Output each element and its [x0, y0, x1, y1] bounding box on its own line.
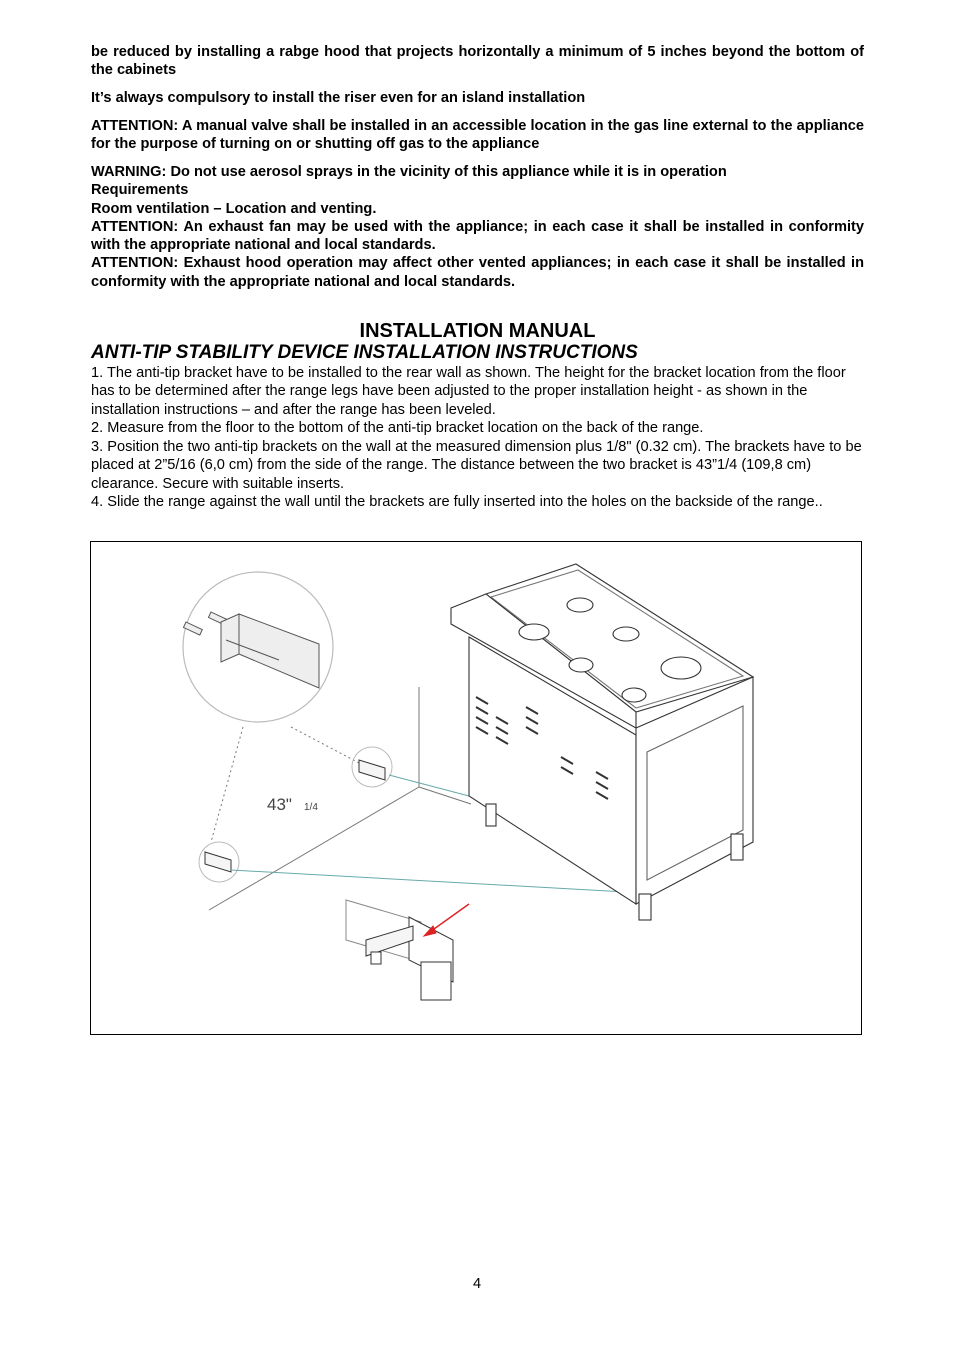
- paragraph-hood: be reduced by installing a rabge hood that projects horizontally a minimum of 5 inches beyond the bottom of the cabinets: [91, 44, 864, 79]
- step-3: 3. Position the two anti-tip brackets on the wall at the measured dimension plus 1/8" (0.32 cm). The brackets have to be placed at 2”5/16 (6,0 cm) from the side of the range. The distance between the two bracket is 43”1/4 (109,8 cm) clearance. Secure with suitable inserts.: [91, 438, 862, 492]
- page-number: 4: [472, 1276, 482, 1292]
- step-1: 1. The anti-tip bracket have to be installed to the rear wall as shown. The height for the bracket location from the floor has to be determined after the range legs have been adjusted to the proper installation height - as shown in the installation instructions – and after the range has been leveled.: [91, 365, 846, 418]
- section-title: ANTI-TIP STABILITY DEVICE INSTALLATION INSTRUCTIONS: [91, 342, 638, 364]
- wall-bracket-left: [199, 842, 239, 882]
- paragraph-riser: It’s always compulsory to install the riser even for an island installation: [91, 90, 586, 107]
- step-4: 4. Slide the range against the wall until the brackets are fully inserted into the holes on the backside of the range..: [91, 493, 823, 510]
- manual-title: INSTALLATION MANUAL: [359, 320, 596, 343]
- paragraph-valve: ATTENTION: A manual valve shall be installed in an accessible location in the gas line external to the appliance for the purpose of turning on or shutting off gas to the appliance: [91, 117, 864, 153]
- attention-exhaust-hood: ATTENTION: Exhaust hood operation may affect other vented appliances; in each case it shall be installed in conformity with the appropriate national and local standards.: [91, 255, 864, 290]
- step-2: 2. Measure from the floor to the bottom of the anti-tip bracket location on the back of the range.: [91, 420, 704, 437]
- installation-figure: [90, 541, 862, 1035]
- page-content: [91, 43, 864, 511]
- warning-aerosol: WARNING: Do not use aerosol sprays in the vicinity of this appliance while it is in operation: [91, 163, 727, 180]
- bracket-detail: [183, 572, 333, 722]
- dimension-fraction-label: 1/4: [304, 802, 318, 813]
- steps-list: [91, 364, 864, 511]
- bracket-insertion-detail: [346, 900, 453, 1000]
- attention-exhaust-fan: ATTENTION: An exhaust fan may be used with the appliance; in each case it shall be installed in conformity with the appropriate national and local standards.: [91, 218, 864, 254]
- anti-tip-diagram: [91, 542, 861, 1034]
- warning-block: [91, 163, 864, 291]
- range-illustration: [451, 564, 753, 920]
- ventilation-label: Room ventilation – Location and venting.: [91, 200, 377, 217]
- wall-bracket-right: [352, 747, 392, 787]
- requirements-label: Requirements: [91, 182, 189, 199]
- dimension-main-label: 43": [267, 795, 292, 814]
